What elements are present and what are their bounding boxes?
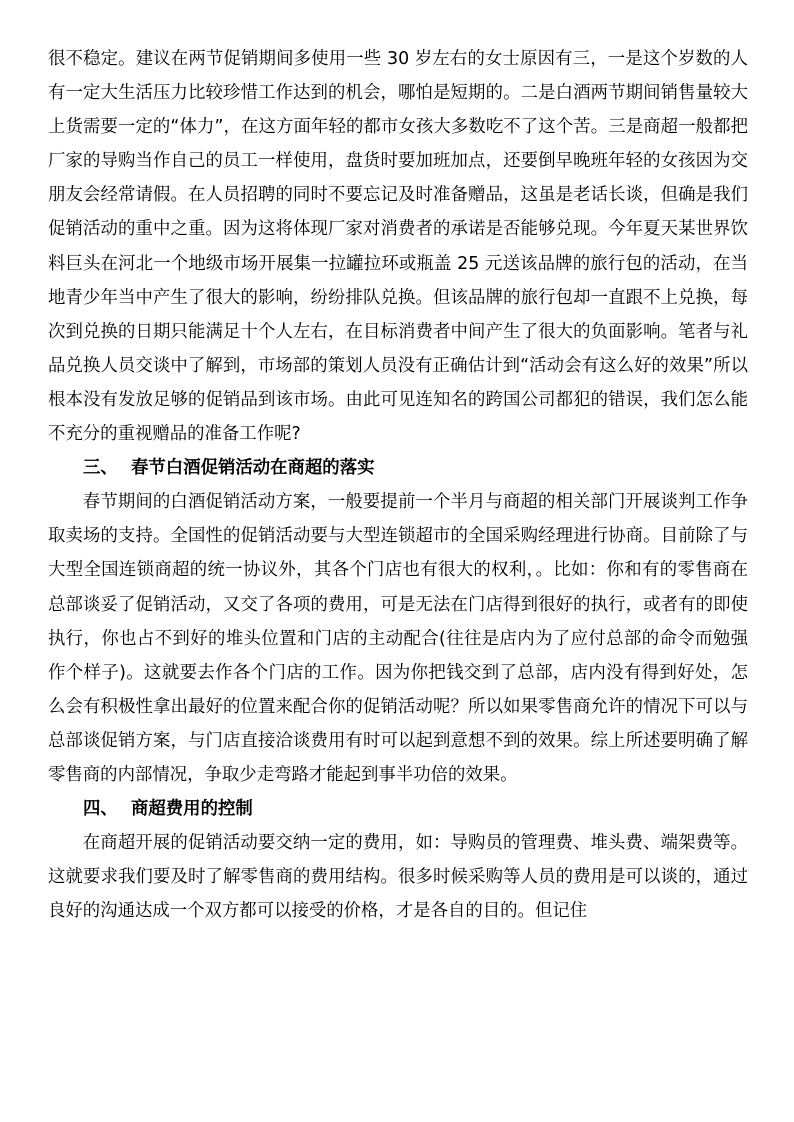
section-heading [48,451,748,485]
body-paragraph: 春节期间的白酒促销活动方案，一般要提前一个半月与商超的相关部门开展谈判工作争取卖场的支持。全国性的促销活动要与大型连锁超市的全国采购经理进行协商。目前除了与大型全国连锁商超的统一协议外，其各个门店也有很大的权利，。比如：你和有的零售商在总部谈妥了促销活动，又交了各项的费用，可是无法在门店得到很好的执行，或者有的即使执行，你也占不到好的堆头位置和门店的主动配合(往往是店内为了应付总部的命令而勉强作个样子)。这就要去作各个门店的工作。因为你把钱交到了总部，店内没有得到好处，怎么会有积极性拿出最好的位置来配合你的促销活动呢？所以如果零售商允许的情况下可以与总部谈促销方案，与门店直接洽谈费用有时可以起到意想不到的效果。综上所述要明确了解零售商的内部情况，争取少走弯路才能起到事半功倍的效果。 [48,492,748,785]
section-number: 四、 [83,799,118,820]
section-number: 三、 [83,458,118,479]
section-heading [48,792,748,826]
section-title: 春节白酒促销活动在商超的落实 [131,458,375,479]
body-paragraph: 很不稳定。建议在两节促销期间多使用一些 30 岁左右的女士原因有三，一是这个岁数的人有一定大生活压力比较珍惜工作达到的机会，哪怕是短期的。二是白酒两节期间销售量较大上货需要一定的“体力”，在这方面年轻的都市女孩大多数吃不了这个苦。三是商超一般都把厂家的导购当作自己的员工一样使用，盘货时要加班加点，还要倒早晚班年轻的女孩因为交朋友会经常请假。在人员招聘的同时不要忘记及时准备赠品，这虽是老话长谈，但确是我们促销活动的重中之重。因为这将体现厂家对消费者的承诺是否能够兑现。今年夏天某世界饮料巨头在河北一个地级市场开展集一拉罐拉环或瓶盖 25 元送该品牌的旅行包的活动，在当地青少年当中产生了很大的影响，纷纷排队兑换。但该品牌的旅行包却一直跟不上兑换，每次到兑换的日期只能满足十个人左右，在目标消费者中间产生了很大的负面影响。笔者与礼品兑换人员交谈中了解到，市场部的策划人员没有正确估计到“活动会有这么好的效果”所以根本没有发放足够的促销品到该市场。由此可见连知名的跨国公司都犯的错误，我们怎么能不充分的重视赠品的准备工作呢? [48,49,748,445]
body-paragraph: 在商超开展的促销活动要交纳一定的费用，如：导购员的管理费、堆头费、端架费等。这就要求我们要及时了解零售商的费用结构。很多时候采购等人员的费用是可以谈的，通过良好的沟通达成一个双方都可以接受的价格，才是各自的目的。但记住 [48,833,748,922]
document-body [48,42,748,928]
section-title: 商超费用的控制 [131,799,253,820]
